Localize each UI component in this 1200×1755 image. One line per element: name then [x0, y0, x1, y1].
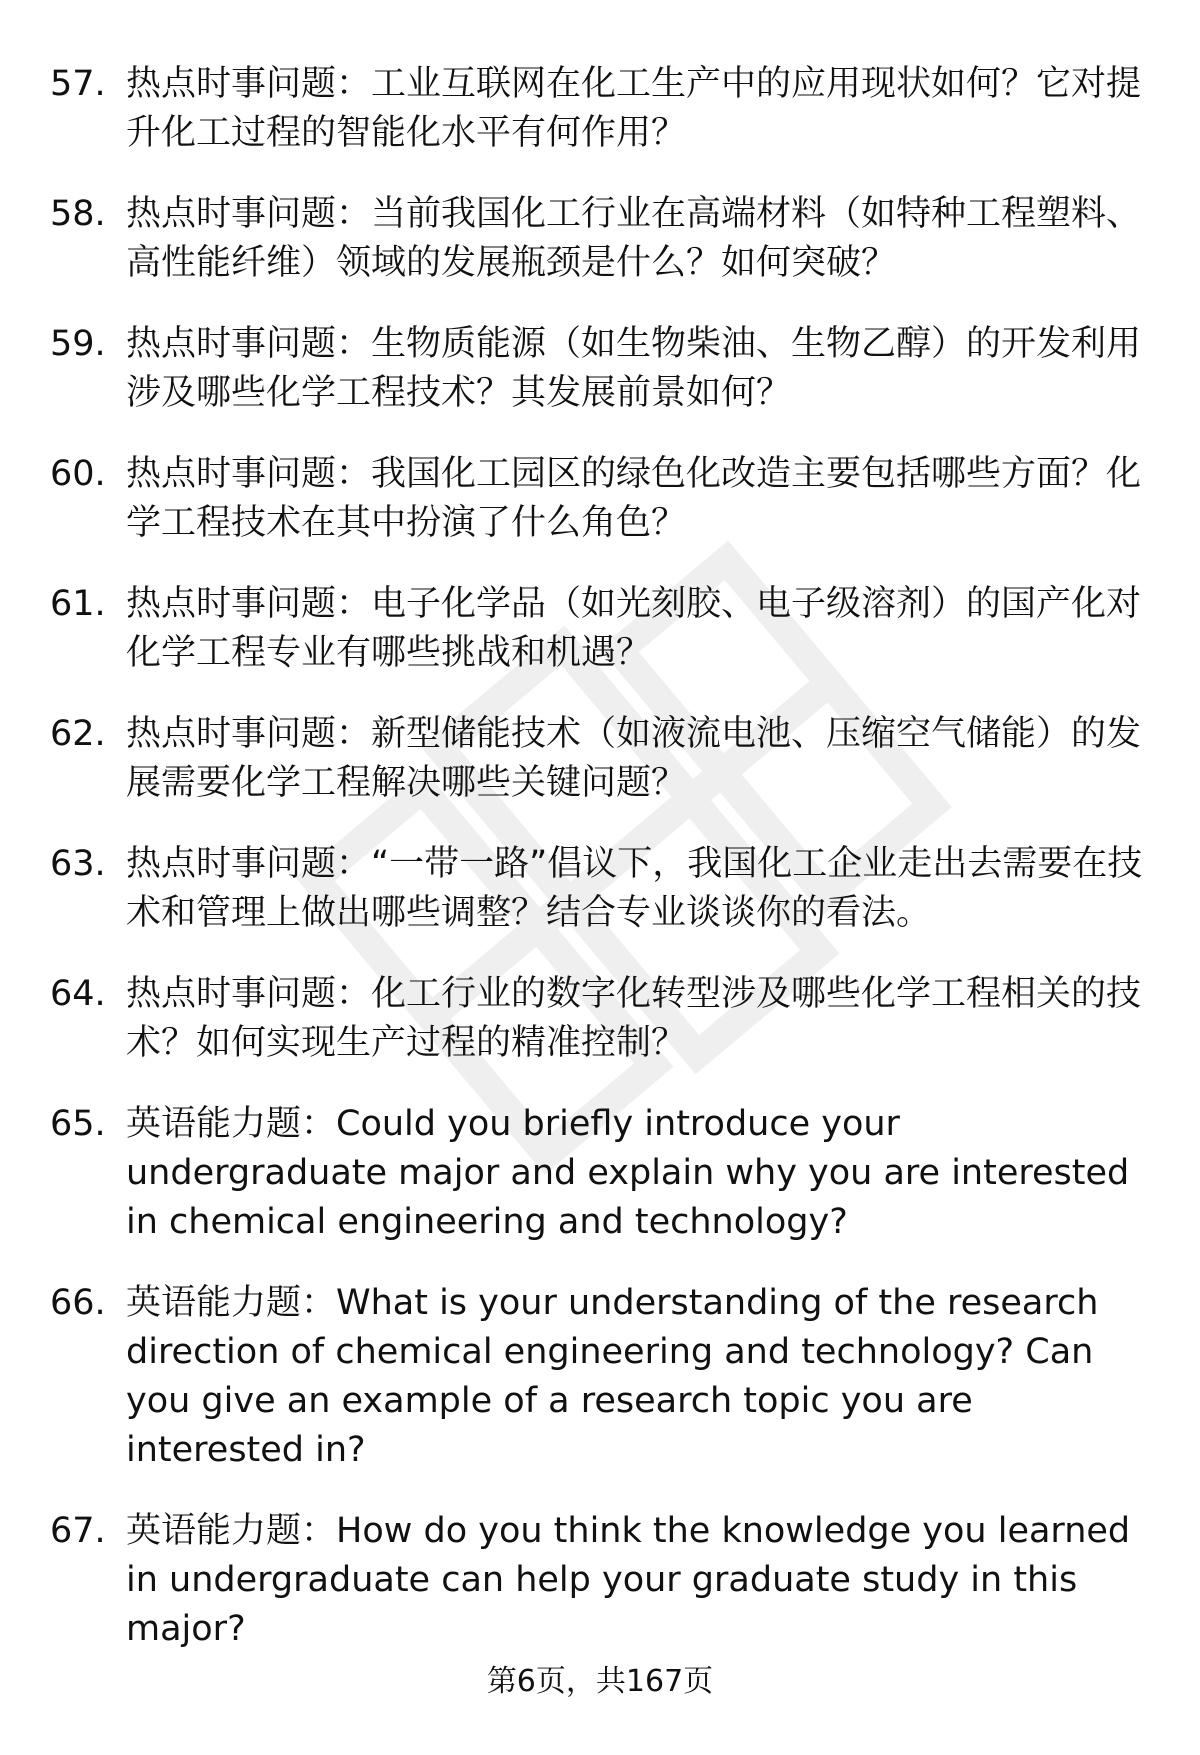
question-number: 58. — [50, 194, 106, 234]
question-text: 英语能力题：What is your understanding of the research direction of chemical engineering and technology? Can you give an example of a research topic you are interested in? — [126, 1283, 1099, 1470]
question-text: 热点时事问题：当前我国化工行业在高端材料（如特种工程塑料、高性能纤维）领域的发展瓶颈是什么？如何突破？ — [126, 194, 1142, 283]
question-text: 热点时事问题：电子化学品（如光刻胶、电子级溶剂）的国产化对化学工程专业有哪些挑战和机遇？ — [126, 584, 1142, 673]
question-number: 64. — [50, 974, 106, 1014]
question-item — [50, 840, 1160, 938]
question-number: 66. — [50, 1283, 106, 1323]
question-text: 热点时事问题：新型储能技术（如液流电池、压缩空气储能）的发展需要化学工程解决哪些关键问题？ — [126, 714, 1142, 803]
question-text: 热点时事问题：化工行业的数字化转型涉及哪些化学工程相关的技术？如何实现生产过程的精准控制？ — [126, 974, 1142, 1063]
question-item — [50, 320, 1160, 418]
question-text: 英语能力题：Could you briefly introduce your undergraduate major and explain why you are interested in chemical engineering and technology? — [126, 1104, 1130, 1242]
question-text: 热点时事问题：生物质能源（如生物柴油、生物乙醇）的开发利用涉及哪些化学工程技术？其发展前景如何？ — [126, 324, 1142, 413]
question-text: 热点时事问题：我国化工园区的绿色化改造主要包括哪些方面？化学工程技术在其中扮演了什么角色？ — [126, 454, 1142, 543]
question-number: 62. — [50, 714, 106, 754]
question-item — [50, 60, 1160, 158]
question-item — [50, 1507, 1160, 1654]
question-item — [50, 1279, 1160, 1475]
question-number: 61. — [50, 584, 106, 624]
question-text: 热点时事问题：“一带一路”倡议下，我国化工企业走出去需要在技术和管理上做出哪些调整？结合专业谈谈你的看法。 — [126, 844, 1143, 933]
question-number: 60. — [50, 454, 106, 494]
question-number: 57. — [50, 64, 106, 104]
question-text: 热点时事问题：工业互联网在化工生产中的应用现状如何？它对提升化工过程的智能化水平有何作用？ — [126, 64, 1142, 153]
question-item — [50, 580, 1160, 678]
question-item — [50, 710, 1160, 808]
question-item — [50, 450, 1160, 548]
question-text: 英语能力题：How do you think the knowledge you learned in undergraduate can help your graduate study in this major? — [126, 1511, 1131, 1649]
question-number: 63. — [50, 844, 106, 884]
question-number: 65. — [50, 1104, 106, 1144]
page-number: 第6页，共167页 — [486, 1664, 714, 1699]
question-item — [50, 190, 1160, 288]
question-item — [50, 1100, 1160, 1247]
question-list — [50, 60, 1160, 1686]
question-number: 59. — [50, 324, 106, 364]
question-number: 67. — [50, 1511, 106, 1551]
question-item — [50, 970, 1160, 1068]
